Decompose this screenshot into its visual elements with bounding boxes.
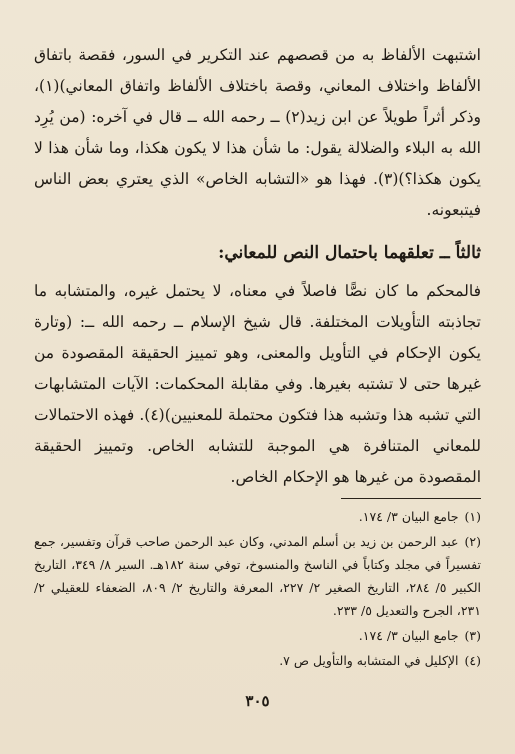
- footnotes-list: [34, 505, 481, 674]
- section-heading: ثالثاً ــ تعلقهما باحتمال النص للمعاني:: [218, 243, 481, 263]
- footnote-separator: [341, 498, 481, 499]
- footnote-number: (٤): [464, 653, 481, 668]
- body-paragraph-2: فالمحكم ما كان نصًّا فاصلاً في معناه، لا يحتمل غيره، والمتشابه ما تجاذبته التأويلات المختلفة. قال شيخ الإسلام ــ رحمه الله ــ: (وتارة يكون الإحكام في التأويل والمعنى، وهو تمييز الحقيقة المقصودة من غيرها حتى لا تشتبه بغيرها. وفي مقابلة المحكمات: الآيات المتشابهات التي تشبه هذا وتشبه هذا فتكون محتملة للمعنيين)(٤). فهذه الاحتمالات للمعاني المتنافرة هي الموجبة للتشابه الخاص. وتمييز الحقيقة المقصودة من غيرها هو الإحكام الخاص.: [34, 282, 481, 486]
- footnote-text: جامع البيان ٣/ ١٧٤.: [358, 628, 459, 643]
- page-number: ٣٠٥: [245, 692, 270, 710]
- footnote-number: (٣): [464, 628, 481, 643]
- footnote-text: عبد الرحمن بن زيد بن أسلم المدني، وكان عبد الرحمن صاحب قرآن وتفسير، جمع تفسيراً في مجلد وكتاباً في الناسخ والمنسوخ، توفي سنة ١٨٢هـ. السير ٨/ ٣٤٩، التاريخ الكبير ٥/ ٢٨٤، التاريخ الصغير ٢/ ٢٢٧، المعرفة والتاريخ ٢/ ٨٠٩، الضعفاء للعقيلي ٢/ ٢٣١، الجرح والتعديل ٥/ ٢٣٣.: [34, 534, 482, 618]
- footnote-item: [34, 649, 481, 672]
- footnote-number: (١): [464, 509, 481, 524]
- footnote-item: [34, 624, 481, 647]
- body-paragraph-1: اشتبهت الألفاظ به من قصصهم عند التكرير في السور، فقصة باتفاق الألفاظ واختلاف المعاني، وقصة باختلاف الألفاظ واتفاق المعاني)(١)، وذكر أثراً طويلاً عن ابن زيد(٢) ــ رحمه الله ــ قال في آخره: (من يُرِد الله به البلاء والضلالة يقول: ما شأن هذا لا يكون هكذا، وما شأن هذا لا يكون هكذا؟)(٣). فهذا هو «التشابه الخاص» الذي يعتري بعض الناس فيتبعونه.: [34, 46, 481, 219]
- footnote-item: [34, 530, 481, 622]
- footnote-item: [34, 505, 481, 528]
- footnote-text: الإكليل في المتشابه والتأويل ص ٧.: [279, 653, 459, 668]
- footnote-text: جامع البيان ٣/ ١٧٤.: [358, 509, 459, 524]
- footnote-number: (٢): [464, 534, 481, 549]
